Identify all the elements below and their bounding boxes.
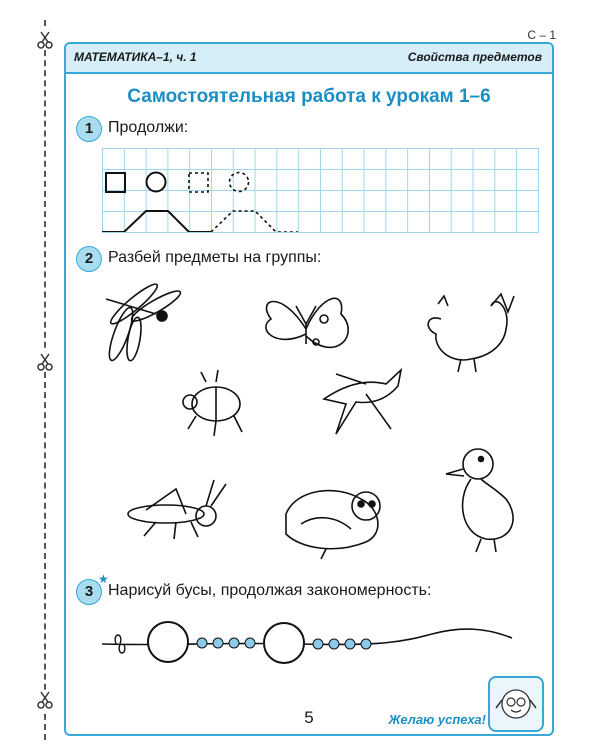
task-number-1: 1 xyxy=(76,116,102,142)
beetle-picture xyxy=(183,370,242,436)
owl-picture xyxy=(286,491,380,559)
small-bead xyxy=(213,638,223,648)
wish-text: Желаю успеха! xyxy=(388,712,486,727)
duckling-picture xyxy=(446,449,513,552)
grasshopper-picture xyxy=(128,480,226,539)
scissors-icon xyxy=(35,30,55,50)
worksheet-page xyxy=(64,42,554,736)
small-bead xyxy=(245,638,255,648)
small-bead xyxy=(361,639,371,649)
topic-label: Свойства предметов xyxy=(407,50,542,64)
dragonfly-picture xyxy=(105,280,183,363)
task-number-3: 3 xyxy=(76,579,102,605)
task-text-3: Нарисуй бусы, продолжая закономерность: xyxy=(108,582,432,599)
scissors-icon xyxy=(35,690,55,710)
small-bead xyxy=(313,639,323,649)
page-title: Самостоятельная работа к урокам 1–6 xyxy=(127,86,491,107)
scissors-icon xyxy=(35,352,55,372)
small-bead xyxy=(197,638,207,648)
small-bead xyxy=(345,639,355,649)
swallow-picture xyxy=(324,370,401,434)
girl-face-icon xyxy=(488,676,544,732)
big-bead xyxy=(148,622,188,662)
page-code: С – 1 xyxy=(527,28,556,42)
small-bead xyxy=(229,638,239,648)
task-text-2: Разбей предметы на группы: xyxy=(108,249,322,266)
task-text-1: Продолжи: xyxy=(108,119,189,136)
cut-line xyxy=(44,20,46,740)
page-number: 5 xyxy=(304,708,314,727)
small-bead xyxy=(329,639,339,649)
butterfly-picture xyxy=(266,298,348,347)
rooster-picture xyxy=(428,294,514,372)
big-bead xyxy=(264,623,304,663)
beads-drawing[interactable] xyxy=(102,604,542,674)
subject-label: МАТЕМАТИКА–1, ч. 1 xyxy=(74,50,197,64)
star-icon: ★ xyxy=(98,572,109,586)
task-number-2: 2 xyxy=(76,246,102,272)
